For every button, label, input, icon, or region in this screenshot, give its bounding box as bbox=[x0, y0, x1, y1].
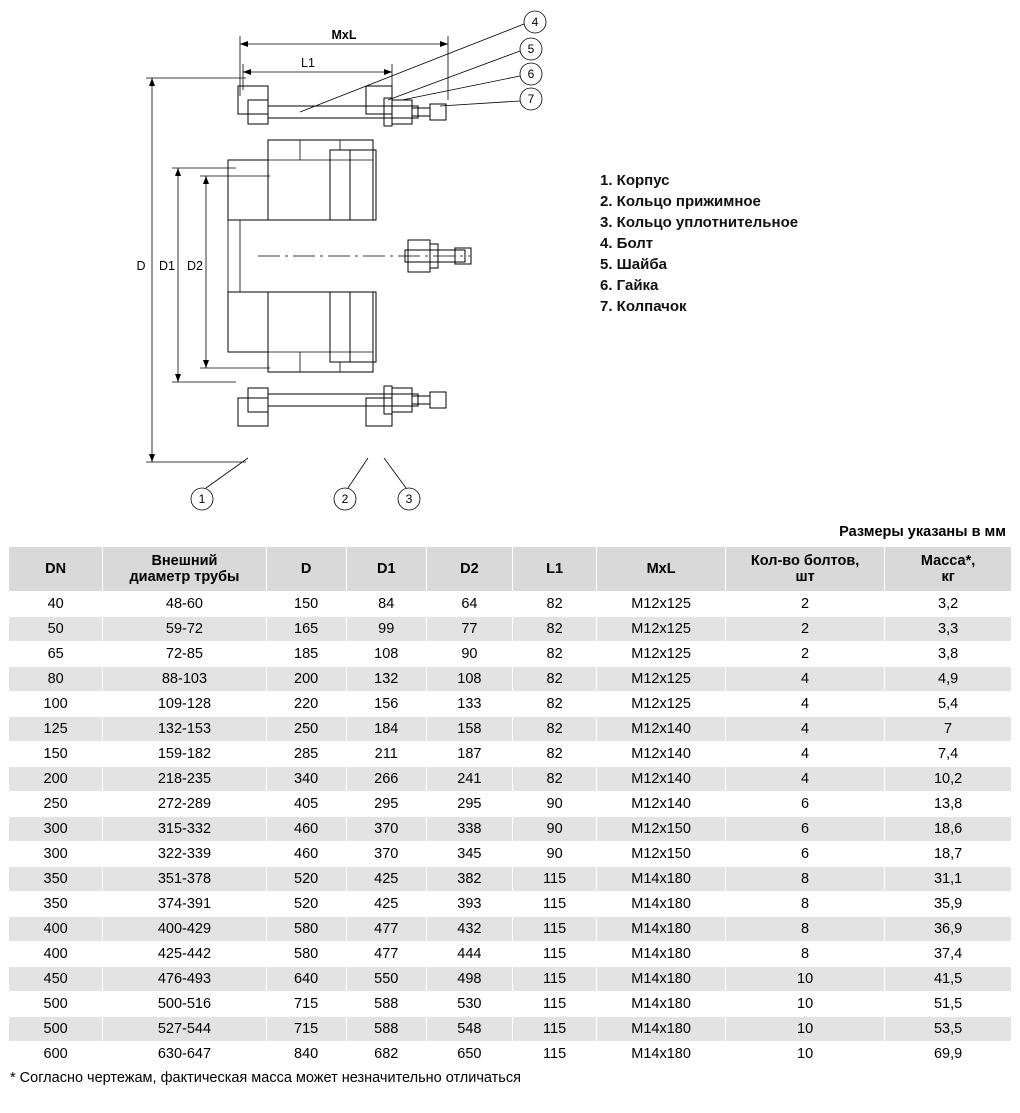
col-header-outer-diameter bbox=[103, 547, 266, 592]
col-header-outer-diameter-line1: Внешний bbox=[151, 553, 218, 569]
cell-bolt-count: 4 bbox=[725, 717, 884, 742]
cell-mass: 10,2 bbox=[885, 767, 1012, 792]
col-header-d-line1: D bbox=[300, 561, 312, 577]
table-row bbox=[9, 617, 1012, 642]
col-header-d1-line1: D1 bbox=[376, 561, 396, 577]
cell-l1: 82 bbox=[513, 667, 597, 692]
dim-label-d2: D2 bbox=[187, 259, 203, 273]
cell-l1: 115 bbox=[513, 1017, 597, 1042]
cell-dn: 200 bbox=[9, 767, 103, 792]
cell-l1: 115 bbox=[513, 967, 597, 992]
table-row bbox=[9, 592, 1012, 617]
cell-l1: 82 bbox=[513, 592, 597, 617]
cell-mass: 31,1 bbox=[885, 867, 1012, 892]
cell-d1: 550 bbox=[346, 967, 426, 992]
cell-d: 580 bbox=[266, 942, 346, 967]
callout-5-label: 5 bbox=[527, 42, 535, 56]
cell-outer-diameter: 527-544 bbox=[103, 1017, 266, 1042]
cell-mass: 36,9 bbox=[885, 917, 1012, 942]
dimension-D1 bbox=[159, 168, 236, 382]
col-header-d bbox=[266, 547, 346, 592]
cell-mass: 35,9 bbox=[885, 892, 1012, 917]
callout-3-label: 3 bbox=[405, 492, 413, 506]
cell-d: 580 bbox=[266, 917, 346, 942]
cell-mxl: M14x180 bbox=[597, 892, 726, 917]
cell-d1: 588 bbox=[346, 992, 426, 1017]
cell-d1: 156 bbox=[346, 692, 426, 717]
table-row bbox=[9, 1017, 1012, 1042]
cell-d2: 548 bbox=[426, 1017, 512, 1042]
cell-outer-diameter: 476-493 bbox=[103, 967, 266, 992]
cell-mxl: M14x180 bbox=[597, 992, 726, 1017]
cell-dn: 500 bbox=[9, 992, 103, 1017]
cell-mass: 7 bbox=[885, 717, 1012, 742]
cell-outer-diameter: 425-442 bbox=[103, 942, 266, 967]
cell-l1: 90 bbox=[513, 842, 597, 867]
cell-d1: 682 bbox=[346, 1042, 426, 1067]
cell-d1: 184 bbox=[346, 717, 426, 742]
cell-mxl: M14x180 bbox=[597, 867, 726, 892]
table-row bbox=[9, 767, 1012, 792]
cell-bolt-count: 10 bbox=[725, 992, 884, 1017]
cell-d: 715 bbox=[266, 992, 346, 1017]
legend-item-4: 4. Болт bbox=[600, 235, 654, 252]
cell-l1: 115 bbox=[513, 942, 597, 967]
table-row bbox=[9, 642, 1012, 667]
cell-dn: 500 bbox=[9, 1017, 103, 1042]
cell-bolt-count: 4 bbox=[725, 667, 884, 692]
cell-bolt-count: 4 bbox=[725, 767, 884, 792]
bolt-assembly-top bbox=[248, 98, 446, 126]
cell-d2: 498 bbox=[426, 967, 512, 992]
cell-bolt-count: 6 bbox=[725, 842, 884, 867]
table-footnote: * Согласно чертежам, фактическая масса может незначительно отличаться bbox=[10, 1070, 521, 1086]
cell-mass: 37,4 bbox=[885, 942, 1012, 967]
cell-dn: 40 bbox=[9, 592, 103, 617]
cell-mass: 41,5 bbox=[885, 967, 1012, 992]
legend-item-2: 2. Кольцо прижимное bbox=[600, 193, 761, 210]
cell-outer-diameter: 272-289 bbox=[103, 792, 266, 817]
cell-bolt-count: 8 bbox=[725, 942, 884, 967]
cell-outer-diameter: 59-72 bbox=[103, 617, 266, 642]
cell-d: 200 bbox=[266, 667, 346, 692]
cell-outer-diameter: 351-378 bbox=[103, 867, 266, 892]
cell-dn: 250 bbox=[9, 792, 103, 817]
table-row bbox=[9, 917, 1012, 942]
cell-d: 165 bbox=[266, 617, 346, 642]
cell-l1: 115 bbox=[513, 892, 597, 917]
cell-bolt-count: 10 bbox=[725, 1042, 884, 1067]
cell-outer-diameter: 315-332 bbox=[103, 817, 266, 842]
cell-mxl: M12x140 bbox=[597, 767, 726, 792]
col-header-mass-line2: кг bbox=[941, 569, 955, 585]
cell-d1: 477 bbox=[346, 942, 426, 967]
callout-2-label: 2 bbox=[341, 492, 349, 506]
cell-mass: 69,9 bbox=[885, 1042, 1012, 1067]
col-header-l1-line1: L1 bbox=[546, 561, 564, 577]
col-header-mxl-line1: MxL bbox=[646, 561, 676, 577]
cell-dn: 65 bbox=[9, 642, 103, 667]
cell-d2: 444 bbox=[426, 942, 512, 967]
col-header-bolt-count bbox=[725, 547, 884, 592]
dim-label-d1: D1 bbox=[159, 259, 175, 273]
cell-mxl: M14x180 bbox=[597, 917, 726, 942]
callout-1-label: 1 bbox=[198, 492, 206, 506]
table-row bbox=[9, 967, 1012, 992]
technical-drawing bbox=[0, 0, 600, 520]
table-header-row bbox=[9, 547, 1012, 592]
cell-dn: 300 bbox=[9, 817, 103, 842]
cell-outer-diameter: 500-516 bbox=[103, 992, 266, 1017]
table-row bbox=[9, 867, 1012, 892]
dim-label-mxl: MxL bbox=[331, 28, 357, 42]
cell-d: 285 bbox=[266, 742, 346, 767]
cell-dn: 350 bbox=[9, 867, 103, 892]
col-header-dn bbox=[9, 547, 103, 592]
cell-l1: 115 bbox=[513, 917, 597, 942]
cell-mxl: M12x140 bbox=[597, 792, 726, 817]
cell-outer-diameter: 630-647 bbox=[103, 1042, 266, 1067]
cell-mxl: M14x180 bbox=[597, 1042, 726, 1067]
cell-d2: 108 bbox=[426, 667, 512, 692]
cell-bolt-count: 4 bbox=[725, 692, 884, 717]
cell-d: 840 bbox=[266, 1042, 346, 1067]
cell-d1: 588 bbox=[346, 1017, 426, 1042]
cell-d: 340 bbox=[266, 767, 346, 792]
cell-l1: 82 bbox=[513, 717, 597, 742]
cell-bolt-count: 10 bbox=[725, 1017, 884, 1042]
table-row bbox=[9, 892, 1012, 917]
cell-mass: 4,9 bbox=[885, 667, 1012, 692]
cell-bolt-count: 2 bbox=[725, 592, 884, 617]
cell-dn: 80 bbox=[9, 667, 103, 692]
cell-outer-diameter: 48-60 bbox=[103, 592, 266, 617]
cell-mass: 5,4 bbox=[885, 692, 1012, 717]
table-row bbox=[9, 792, 1012, 817]
legend-item-7: 7. Колпачок bbox=[600, 298, 687, 315]
cell-mass: 3,3 bbox=[885, 617, 1012, 642]
callout-7 bbox=[440, 88, 542, 110]
cell-l1: 82 bbox=[513, 642, 597, 667]
legend-item-5: 5. Шайба bbox=[600, 256, 667, 273]
col-header-bolt-count-line2: шт bbox=[795, 569, 815, 585]
col-header-mxl bbox=[597, 547, 726, 592]
table-row bbox=[9, 942, 1012, 967]
cell-d2: 295 bbox=[426, 792, 512, 817]
cell-outer-diameter: 218-235 bbox=[103, 767, 266, 792]
table-body bbox=[9, 592, 1012, 1067]
cell-mxl: M14x180 bbox=[597, 942, 726, 967]
col-header-l1 bbox=[513, 547, 597, 592]
cell-d: 520 bbox=[266, 892, 346, 917]
table-row bbox=[9, 717, 1012, 742]
cell-dn: 450 bbox=[9, 967, 103, 992]
cell-mxl: M12x125 bbox=[597, 667, 726, 692]
legend-item-3: 3. Кольцо уплотнительное bbox=[600, 214, 799, 231]
cell-mxl: M14x180 bbox=[597, 1017, 726, 1042]
cell-d2: 650 bbox=[426, 1042, 512, 1067]
cell-bolt-count: 2 bbox=[725, 617, 884, 642]
cell-d2: 393 bbox=[426, 892, 512, 917]
cell-l1: 90 bbox=[513, 817, 597, 842]
cell-outer-diameter: 322-339 bbox=[103, 842, 266, 867]
cell-l1: 82 bbox=[513, 767, 597, 792]
cell-mxl: M12x125 bbox=[597, 617, 726, 642]
cell-d2: 187 bbox=[426, 742, 512, 767]
cell-d: 220 bbox=[266, 692, 346, 717]
dim-label-d: D bbox=[136, 259, 146, 273]
callout-7-label: 7 bbox=[527, 92, 535, 106]
cell-d1: 425 bbox=[346, 892, 426, 917]
cell-mxl: M12x150 bbox=[597, 842, 726, 867]
col-header-outer-diameter-line2: диаметр трубы bbox=[129, 569, 240, 585]
cell-d1: 266 bbox=[346, 767, 426, 792]
cell-d2: 338 bbox=[426, 817, 512, 842]
cell-bolt-count: 6 bbox=[725, 792, 884, 817]
cell-mass: 3,8 bbox=[885, 642, 1012, 667]
col-header-d2-line1: D2 bbox=[460, 561, 479, 577]
cell-dn: 50 bbox=[9, 617, 103, 642]
cell-mxl: M12x140 bbox=[597, 717, 726, 742]
callout-4-label: 4 bbox=[531, 15, 539, 29]
cell-d2: 530 bbox=[426, 992, 512, 1017]
cell-mxl: M12x150 bbox=[597, 817, 726, 842]
col-header-mass bbox=[885, 547, 1012, 592]
drawing-svg bbox=[0, 0, 600, 520]
table-row bbox=[9, 692, 1012, 717]
cell-dn: 125 bbox=[9, 717, 103, 742]
cell-mass: 18,7 bbox=[885, 842, 1012, 867]
cell-outer-diameter: 132-153 bbox=[103, 717, 266, 742]
col-header-mass-line1: Масса*, bbox=[920, 553, 976, 569]
callout-4 bbox=[300, 11, 546, 112]
cell-l1: 115 bbox=[513, 867, 597, 892]
cell-dn: 100 bbox=[9, 692, 103, 717]
cell-mass: 53,5 bbox=[885, 1017, 1012, 1042]
cell-l1: 115 bbox=[513, 1042, 597, 1067]
parts-legend bbox=[600, 170, 1000, 317]
cell-d1: 211 bbox=[346, 742, 426, 767]
cell-mass: 7,4 bbox=[885, 742, 1012, 767]
cell-d1: 99 bbox=[346, 617, 426, 642]
cell-dn: 150 bbox=[9, 742, 103, 767]
cell-mass: 18,6 bbox=[885, 817, 1012, 842]
specifications-table bbox=[8, 546, 1012, 1067]
cell-mxl: M12x125 bbox=[597, 642, 726, 667]
cell-bolt-count: 6 bbox=[725, 817, 884, 842]
cell-d1: 370 bbox=[346, 817, 426, 842]
cell-dn: 300 bbox=[9, 842, 103, 867]
cell-bolt-count: 8 bbox=[725, 867, 884, 892]
cell-d2: 432 bbox=[426, 917, 512, 942]
cell-d: 460 bbox=[266, 817, 346, 842]
cell-dn: 350 bbox=[9, 892, 103, 917]
cell-mxl: M12x125 bbox=[597, 592, 726, 617]
legend-item-1: 1. Корпус bbox=[600, 172, 670, 189]
cell-l1: 115 bbox=[513, 992, 597, 1017]
bolt-assembly-bottom bbox=[248, 386, 446, 414]
cell-l1: 82 bbox=[513, 742, 597, 767]
col-header-bolt-count-line1: Кол-во болтов, bbox=[750, 553, 860, 569]
table-row bbox=[9, 742, 1012, 767]
cell-outer-diameter: 88-103 bbox=[103, 667, 266, 692]
cell-d: 185 bbox=[266, 642, 346, 667]
cell-dn: 400 bbox=[9, 917, 103, 942]
cell-bolt-count: 8 bbox=[725, 917, 884, 942]
cell-dn: 400 bbox=[9, 942, 103, 967]
cell-d1: 132 bbox=[346, 667, 426, 692]
col-header-d2 bbox=[426, 547, 512, 592]
cell-mass: 3,2 bbox=[885, 592, 1012, 617]
cell-d: 640 bbox=[266, 967, 346, 992]
cell-bolt-count: 8 bbox=[725, 892, 884, 917]
cell-d: 715 bbox=[266, 1017, 346, 1042]
cell-bolt-count: 10 bbox=[725, 967, 884, 992]
cell-mxl: M12x140 bbox=[597, 742, 726, 767]
cell-d2: 64 bbox=[426, 592, 512, 617]
cell-outer-diameter: 159-182 bbox=[103, 742, 266, 767]
cell-d1: 84 bbox=[346, 592, 426, 617]
cell-outer-diameter: 374-391 bbox=[103, 892, 266, 917]
table-row bbox=[9, 842, 1012, 867]
cell-l1: 82 bbox=[513, 617, 597, 642]
col-header-d1 bbox=[346, 547, 426, 592]
cell-dn: 600 bbox=[9, 1042, 103, 1067]
cell-d1: 108 bbox=[346, 642, 426, 667]
cell-d1: 295 bbox=[346, 792, 426, 817]
cell-d: 250 bbox=[266, 717, 346, 742]
cell-d2: 345 bbox=[426, 842, 512, 867]
cell-d2: 133 bbox=[426, 692, 512, 717]
cell-outer-diameter: 109-128 bbox=[103, 692, 266, 717]
table-row bbox=[9, 817, 1012, 842]
dim-label-l1: L1 bbox=[301, 56, 315, 70]
cell-outer-diameter: 400-429 bbox=[103, 917, 266, 942]
cell-d2: 382 bbox=[426, 867, 512, 892]
cell-d2: 77 bbox=[426, 617, 512, 642]
cell-l1: 82 bbox=[513, 692, 597, 717]
cell-mxl: M12x125 bbox=[597, 692, 726, 717]
table-row bbox=[9, 1042, 1012, 1067]
callout-1 bbox=[191, 458, 248, 510]
cell-d: 150 bbox=[266, 592, 346, 617]
cell-d: 460 bbox=[266, 842, 346, 867]
callout-2 bbox=[334, 458, 368, 510]
cell-d2: 158 bbox=[426, 717, 512, 742]
cell-d2: 241 bbox=[426, 767, 512, 792]
cell-outer-diameter: 72-85 bbox=[103, 642, 266, 667]
callout-6-label: 6 bbox=[527, 67, 535, 81]
units-note: Размеры указаны в мм bbox=[839, 524, 1006, 540]
legend-item-6: 6. Гайка bbox=[600, 277, 659, 294]
cell-d2: 90 bbox=[426, 642, 512, 667]
cell-mass: 13,8 bbox=[885, 792, 1012, 817]
cell-d: 520 bbox=[266, 867, 346, 892]
cell-l1: 90 bbox=[513, 792, 597, 817]
callout-3 bbox=[384, 458, 420, 510]
cell-d1: 477 bbox=[346, 917, 426, 942]
col-header-dn-line1: DN bbox=[45, 561, 67, 577]
cell-d1: 425 bbox=[346, 867, 426, 892]
cell-d: 405 bbox=[266, 792, 346, 817]
table-row bbox=[9, 992, 1012, 1017]
dimension-D2 bbox=[187, 176, 270, 368]
cell-bolt-count: 2 bbox=[725, 642, 884, 667]
cell-bolt-count: 4 bbox=[725, 742, 884, 767]
table-row bbox=[9, 667, 1012, 692]
cell-d1: 370 bbox=[346, 842, 426, 867]
cell-mass: 51,5 bbox=[885, 992, 1012, 1017]
cell-mxl: M14x180 bbox=[597, 967, 726, 992]
